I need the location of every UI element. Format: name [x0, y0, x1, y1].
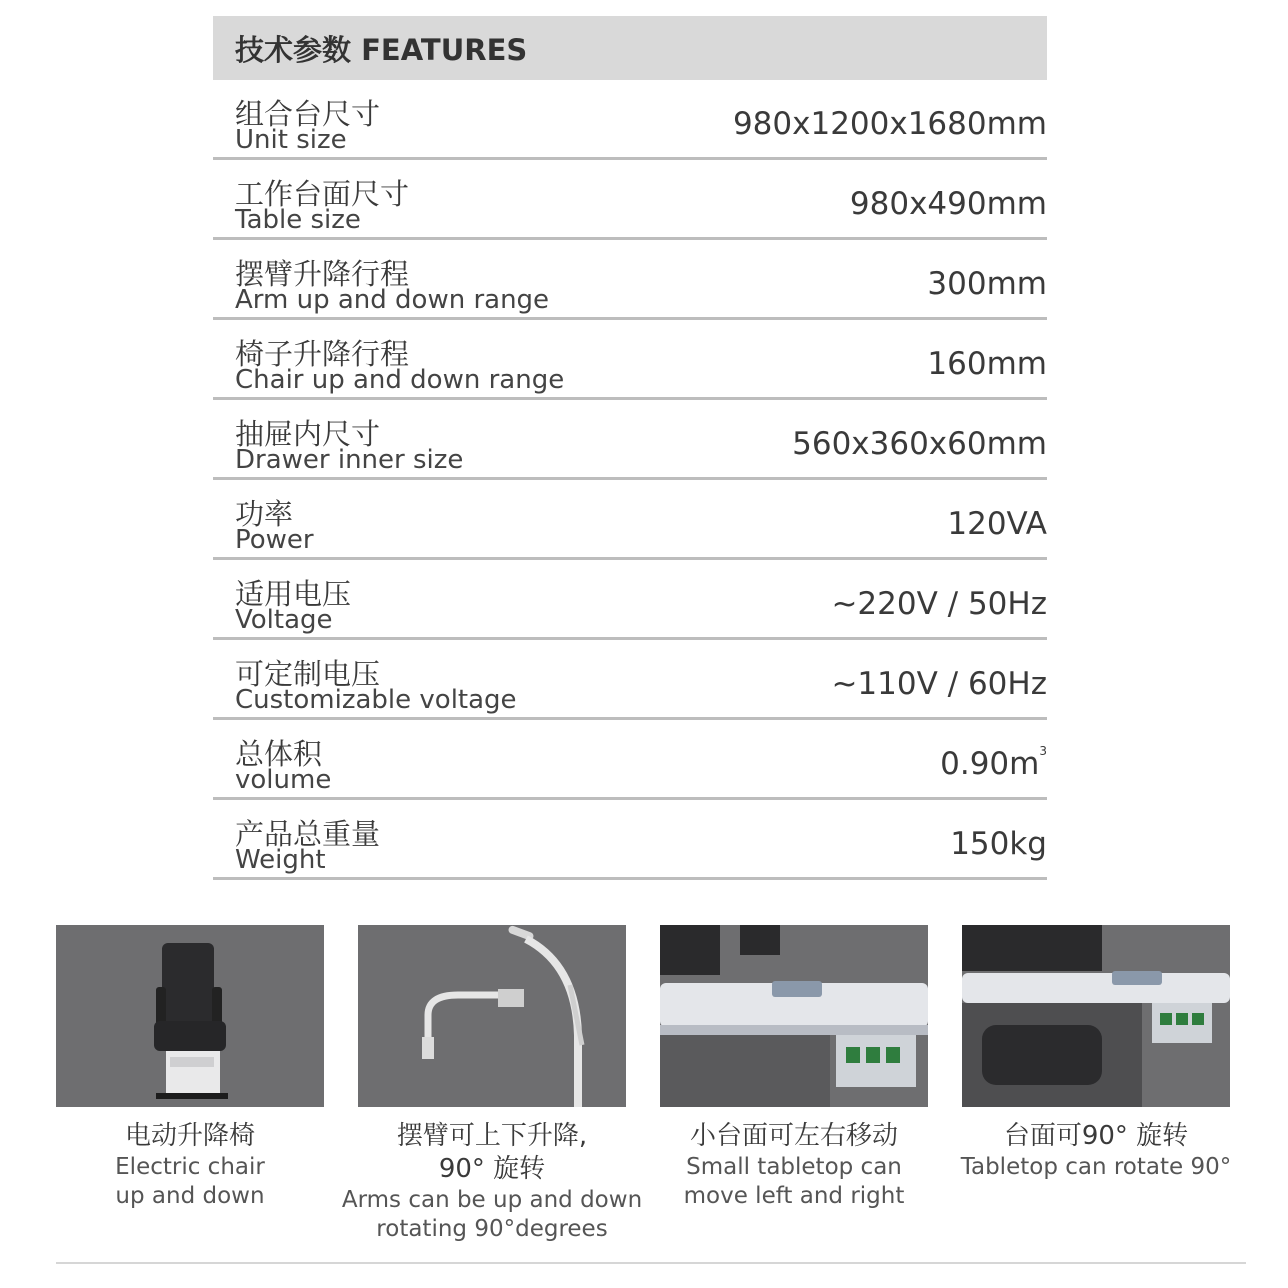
arm-lamp-illustration: [358, 925, 626, 1107]
spec-row: [213, 240, 1047, 320]
feature-gallery: [0, 925, 1288, 1265]
feature-caption: [940, 1120, 1252, 1182]
spec-row: [213, 320, 1047, 400]
spec-value: 980x1200x1680mm: [732, 106, 1047, 142]
feature-caption-en: Arms can be up and down: [341, 1187, 643, 1213]
spec-label-zh: 总体积: [235, 737, 323, 771]
spec-value: 120VA: [947, 506, 1047, 542]
spec-value: 150kg: [950, 826, 1047, 862]
tabletop-illustration: [660, 925, 928, 1107]
spec-value: ~220V / 50Hz: [831, 586, 1047, 622]
spec-value: 980x490mm: [849, 186, 1047, 222]
divider: [56, 1262, 1246, 1264]
spec-row: [213, 560, 1047, 640]
spec-label-zh: 椅子升降行程: [235, 337, 410, 371]
chair-image: [56, 925, 324, 1107]
spec-value: 300mm: [927, 266, 1047, 302]
feature-caption: [318, 1120, 666, 1244]
spec-label-en: Customizable voltage: [235, 685, 517, 715]
spec-row: [213, 400, 1047, 480]
spec-label-en: Arm up and down range: [235, 285, 550, 315]
feature-caption-zh: 摆臂可上下升降,: [396, 1121, 588, 1151]
feature-caption-en: move left and right: [683, 1183, 905, 1209]
spec-value: 160mm: [927, 346, 1047, 382]
spec-label-en: Drawer inner size: [235, 445, 464, 475]
tabletop-rotate-image: [962, 925, 1230, 1107]
spec-value-superscript: 3: [1039, 744, 1047, 758]
spec-value: [940, 746, 1047, 782]
arm-lamp-image: [358, 925, 626, 1107]
features-table: [213, 16, 1047, 880]
spec-label-zh: 可定制电压: [235, 657, 381, 691]
feature-caption-zh: 台面可90° 旋转: [1003, 1121, 1189, 1151]
spec-label-en: Chair up and down range: [235, 365, 565, 395]
feature-caption-en: Tabletop can rotate 90°: [960, 1154, 1232, 1180]
tabletop-image: [660, 925, 928, 1107]
spec-label-en: Unit size: [235, 125, 347, 155]
feature-caption: [660, 1120, 928, 1211]
feature-caption-en: Electric chair: [115, 1154, 265, 1180]
spec-label-zh: 摆臂升降行程: [235, 257, 410, 291]
spec-row: [213, 720, 1047, 800]
spec-label-zh: 适用电压: [235, 577, 352, 611]
table-title: 技术参数 FEATURES: [235, 32, 528, 67]
spec-label-zh: 工作台面尺寸: [235, 177, 410, 211]
feature-caption-zh: 电动升降椅: [124, 1121, 255, 1151]
tabletop-rotate-illustration: [962, 925, 1230, 1107]
spec-label-en: Table size: [235, 205, 361, 235]
spec-row: [213, 640, 1047, 720]
spec-label-zh: 功率: [235, 497, 294, 531]
spec-label-zh: 抽屉内尺寸: [235, 417, 381, 451]
feature-caption: [56, 1120, 324, 1211]
spec-label-zh: 产品总重量: [235, 817, 381, 851]
spec-row: [213, 800, 1047, 880]
feature-caption-zh: 小台面可左右移动: [689, 1121, 898, 1151]
chair-illustration: [56, 925, 324, 1107]
spec-label-en: Power: [235, 525, 314, 555]
feature-caption-zh: 90° 旋转: [438, 1154, 546, 1184]
spec-value: 560x360x60mm: [792, 426, 1047, 462]
spec-label-zh: 组合台尺寸: [235, 97, 381, 131]
spec-row: [213, 480, 1047, 560]
spec-value: ~110V / 60Hz: [831, 666, 1047, 702]
feature-caption-en: rotating 90°degrees: [376, 1216, 608, 1242]
spec-value-text: 0.90m: [940, 746, 1040, 782]
spec-label-en: Voltage: [235, 605, 333, 635]
feature-caption-en: up and down: [115, 1183, 265, 1209]
spec-label-en: volume: [235, 765, 332, 795]
spec-row: [213, 160, 1047, 240]
spec-row: [213, 80, 1047, 160]
spec-label-en: Weight: [235, 845, 326, 875]
table-header: [213, 16, 1047, 80]
feature-caption-en: Small tabletop can: [686, 1154, 902, 1180]
